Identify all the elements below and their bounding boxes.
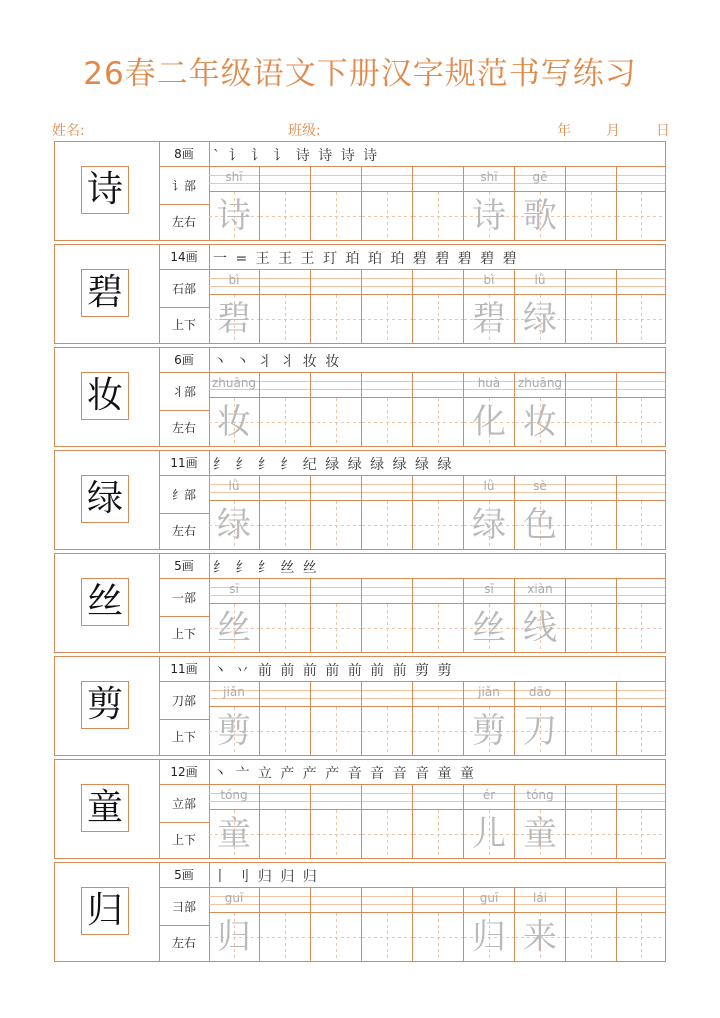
writing-cell[interactable] bbox=[515, 500, 566, 549]
pinyin-text: zhuāng bbox=[211, 376, 257, 390]
writing-cell[interactable] bbox=[260, 500, 311, 549]
stroke-count: 12画 bbox=[159, 760, 209, 785]
char-display-cell bbox=[55, 451, 160, 549]
pinyin-cell[interactable] bbox=[566, 579, 617, 603]
pinyin-cell[interactable] bbox=[413, 476, 464, 500]
writing-cell[interactable] bbox=[362, 191, 413, 240]
pinyin-cell[interactable] bbox=[260, 373, 311, 397]
pinyin-cell[interactable] bbox=[362, 476, 413, 500]
stroke-order: 丶 丶 丬 丬 妆 妆 bbox=[213, 354, 342, 370]
trace-character: 丝 bbox=[472, 608, 506, 648]
pinyin-cell[interactable] bbox=[311, 682, 362, 706]
writing-cell[interactable] bbox=[566, 603, 617, 652]
pinyin-cell[interactable] bbox=[209, 888, 260, 912]
writing-cell[interactable] bbox=[260, 912, 311, 961]
pinyin-cell[interactable] bbox=[311, 579, 362, 603]
writing-cell[interactable] bbox=[515, 809, 566, 858]
pinyin-cell[interactable] bbox=[413, 373, 464, 397]
trace-character: 线 bbox=[523, 608, 557, 648]
char-display-cell bbox=[55, 554, 160, 652]
char-block bbox=[54, 347, 666, 447]
char-info bbox=[159, 760, 210, 858]
pinyin-cell[interactable] bbox=[566, 476, 617, 500]
writing-cell[interactable] bbox=[413, 500, 464, 549]
trace-character: 归 bbox=[472, 917, 506, 957]
pinyin-cell[interactable] bbox=[311, 785, 362, 809]
trace-character: 童 bbox=[217, 814, 251, 854]
pinyin-cell[interactable] bbox=[464, 270, 515, 294]
pinyin-cell[interactable] bbox=[311, 476, 362, 500]
pinyin-cell[interactable] bbox=[413, 785, 464, 809]
char-info bbox=[159, 451, 210, 549]
writing-cell[interactable] bbox=[413, 809, 464, 858]
pinyin-text: jiǎn bbox=[478, 685, 500, 699]
writing-cell[interactable] bbox=[260, 397, 311, 446]
trace-character: 剪 bbox=[217, 711, 251, 751]
trace-character: 化 bbox=[472, 402, 506, 442]
writing-cell[interactable] bbox=[260, 294, 311, 343]
radical: 一部 bbox=[159, 579, 209, 617]
pinyin-cell[interactable] bbox=[566, 373, 617, 397]
pinyin-text: lái bbox=[532, 891, 548, 905]
pinyin-text: shī bbox=[225, 170, 243, 184]
page-title: 26春二年级语文下册汉字规范书写练习 bbox=[83, 56, 637, 92]
pinyin-cell[interactable] bbox=[260, 579, 311, 603]
structure: 上下 bbox=[171, 730, 196, 744]
writing-grid bbox=[209, 579, 665, 652]
radical: 彐部 bbox=[159, 888, 209, 926]
writing-grid bbox=[209, 167, 665, 240]
writing-cell[interactable] bbox=[515, 397, 566, 446]
writing-cell[interactable] bbox=[311, 294, 362, 343]
char-info bbox=[159, 142, 210, 240]
radical: 丬部 bbox=[159, 373, 209, 411]
pinyin-cell[interactable] bbox=[209, 373, 260, 397]
pinyin-cell[interactable] bbox=[464, 682, 515, 706]
char-display-cell bbox=[55, 657, 160, 755]
model-character: 归 bbox=[81, 887, 129, 935]
pinyin-cell[interactable] bbox=[617, 373, 665, 397]
year-label: 年 bbox=[557, 123, 571, 139]
pinyin-cell[interactable] bbox=[209, 270, 260, 294]
trace-character: 童 bbox=[523, 814, 557, 854]
pinyin-cell[interactable] bbox=[209, 579, 260, 603]
pinyin-cell[interactable] bbox=[362, 167, 413, 191]
structure: 左右 bbox=[171, 421, 196, 435]
char-display-cell bbox=[55, 348, 160, 446]
writing-cell[interactable] bbox=[209, 294, 260, 343]
char-display-cell bbox=[55, 760, 160, 858]
writing-cell[interactable] bbox=[311, 706, 362, 755]
char-display-cell bbox=[55, 863, 160, 961]
pinyin-cell[interactable] bbox=[617, 785, 665, 809]
trace-character: 歌 bbox=[523, 196, 557, 236]
writing-cell[interactable] bbox=[566, 912, 617, 961]
stroke-order: 丶 丷 前 前 前 前 前 前 前 剪 剪 bbox=[213, 663, 454, 679]
model-character: 妆 bbox=[81, 372, 129, 420]
char-info bbox=[159, 657, 210, 755]
trace-character: 妆 bbox=[217, 402, 251, 442]
writing-cell[interactable] bbox=[566, 809, 617, 858]
pinyin-cell[interactable] bbox=[209, 682, 260, 706]
writing-cell[interactable] bbox=[311, 603, 362, 652]
pinyin-cell[interactable] bbox=[209, 476, 260, 500]
stroke-count: 11画 bbox=[159, 451, 209, 476]
pinyin-text: bì bbox=[483, 273, 495, 287]
pinyin-text: xiàn bbox=[527, 582, 553, 596]
pinyin-text: sī bbox=[229, 582, 239, 596]
pinyin-cell[interactable] bbox=[464, 167, 515, 191]
pinyin-text: jiǎn bbox=[223, 685, 245, 699]
writing-cell[interactable] bbox=[209, 191, 260, 240]
pinyin-text: bì bbox=[228, 273, 240, 287]
writing-grid bbox=[209, 888, 665, 961]
stroke-order: ` 讠 讠 讠 诗 诗 诗 诗 bbox=[213, 148, 380, 164]
pinyin-text: dāo bbox=[528, 685, 552, 699]
stroke-count: 11画 bbox=[159, 657, 209, 682]
stroke-order-row bbox=[209, 657, 665, 682]
writing-cell[interactable] bbox=[617, 912, 665, 961]
pinyin-cell[interactable] bbox=[617, 167, 665, 191]
writing-cell[interactable] bbox=[362, 603, 413, 652]
radical: 刀部 bbox=[159, 682, 209, 720]
writing-cell[interactable] bbox=[617, 706, 665, 755]
writing-cell[interactable] bbox=[413, 191, 464, 240]
trace-character: 色 bbox=[523, 505, 557, 545]
writing-cell[interactable] bbox=[566, 706, 617, 755]
structure: 左右 bbox=[171, 215, 196, 229]
writing-cell[interactable] bbox=[515, 191, 566, 240]
char-block bbox=[54, 759, 666, 859]
writing-cell[interactable] bbox=[566, 191, 617, 240]
pinyin-cell[interactable] bbox=[464, 785, 515, 809]
pinyin-text: zhuāng bbox=[517, 376, 563, 390]
writing-cell[interactable] bbox=[515, 294, 566, 343]
structure: 左右 bbox=[171, 936, 196, 950]
pinyin-cell[interactable] bbox=[515, 270, 566, 294]
trace-character: 剪 bbox=[472, 711, 506, 751]
model-character: 绿 bbox=[81, 475, 129, 523]
writing-cell[interactable] bbox=[617, 294, 665, 343]
writing-cell[interactable] bbox=[311, 809, 362, 858]
writing-cell[interactable] bbox=[464, 397, 515, 446]
day-label: 日 bbox=[656, 123, 670, 139]
pinyin-cell[interactable] bbox=[566, 270, 617, 294]
writing-grid bbox=[209, 373, 665, 446]
writing-cell[interactable] bbox=[566, 500, 617, 549]
pinyin-cell[interactable] bbox=[413, 579, 464, 603]
stroke-order-row bbox=[209, 554, 665, 579]
writing-cell[interactable] bbox=[362, 809, 413, 858]
writing-cell[interactable] bbox=[260, 706, 311, 755]
stroke-order: 一 = 王 王 王 玎 珀 珀 珀 碧 碧 碧 碧 碧 bbox=[213, 251, 519, 267]
char-info bbox=[159, 348, 210, 446]
pinyin-text: guī bbox=[479, 891, 499, 905]
writing-cell[interactable] bbox=[311, 397, 362, 446]
stroke-count: 6画 bbox=[159, 348, 209, 373]
writing-cell[interactable] bbox=[515, 603, 566, 652]
pinyin-text: lǜ bbox=[534, 273, 546, 287]
writing-cell[interactable] bbox=[413, 294, 464, 343]
trace-character: 儿 bbox=[472, 814, 506, 854]
pinyin-cell[interactable] bbox=[566, 785, 617, 809]
pinyin-text: sè bbox=[533, 479, 547, 493]
writing-cell[interactable] bbox=[311, 191, 362, 240]
writing-cell[interactable] bbox=[515, 912, 566, 961]
pinyin-cell[interactable] bbox=[311, 373, 362, 397]
trace-character: 妆 bbox=[523, 402, 557, 442]
writing-cell[interactable] bbox=[617, 500, 665, 549]
writing-cell[interactable] bbox=[362, 294, 413, 343]
pinyin-text: tóng bbox=[220, 788, 248, 802]
stroke-order-row bbox=[209, 760, 665, 785]
char-block bbox=[54, 244, 666, 344]
structure: 左右 bbox=[171, 524, 196, 538]
pinyin-cell[interactable] bbox=[617, 579, 665, 603]
class-label: 班级: bbox=[288, 123, 321, 139]
pinyin-text: ér bbox=[482, 788, 496, 802]
char-block bbox=[54, 656, 666, 756]
pinyin-cell[interactable] bbox=[260, 167, 311, 191]
writing-cell[interactable] bbox=[209, 603, 260, 652]
pinyin-cell[interactable] bbox=[515, 579, 566, 603]
writing-cell[interactable] bbox=[209, 500, 260, 549]
writing-cell[interactable] bbox=[566, 294, 617, 343]
pinyin-cell[interactable] bbox=[566, 888, 617, 912]
stroke-order: 丶 亠 立 产 产 产 音 音 音 音 童 童 bbox=[213, 766, 476, 782]
writing-cell[interactable] bbox=[617, 397, 665, 446]
pinyin-cell[interactable] bbox=[362, 270, 413, 294]
trace-character: 碧 bbox=[472, 299, 506, 339]
pinyin-cell[interactable] bbox=[260, 888, 311, 912]
writing-cell[interactable] bbox=[464, 912, 515, 961]
pinyin-cell[interactable] bbox=[362, 888, 413, 912]
stroke-count: 8画 bbox=[159, 142, 209, 167]
char-info bbox=[159, 554, 210, 652]
writing-cell[interactable] bbox=[209, 912, 260, 961]
pinyin-cell[interactable] bbox=[413, 888, 464, 912]
trace-character: 刀 bbox=[523, 711, 557, 751]
writing-cell[interactable] bbox=[566, 397, 617, 446]
trace-character: 丝 bbox=[217, 608, 251, 648]
stroke-order-row bbox=[209, 142, 665, 167]
writing-cell[interactable] bbox=[362, 912, 413, 961]
radical: 立部 bbox=[159, 785, 209, 823]
writing-cell[interactable] bbox=[464, 809, 515, 858]
pinyin-text: guī bbox=[224, 891, 244, 905]
month-label: 月 bbox=[606, 123, 620, 139]
stroke-count: 14画 bbox=[159, 245, 209, 270]
trace-character: 归 bbox=[217, 917, 251, 957]
name-label: 姓名: bbox=[52, 123, 85, 139]
writing-cell[interactable] bbox=[413, 603, 464, 652]
pinyin-cell[interactable] bbox=[515, 888, 566, 912]
model-character: 丝 bbox=[81, 578, 129, 626]
char-block bbox=[54, 553, 666, 653]
writing-cell[interactable] bbox=[617, 603, 665, 652]
char-info bbox=[159, 245, 210, 343]
writing-cell[interactable] bbox=[260, 191, 311, 240]
char-block bbox=[54, 450, 666, 550]
writing-cell[interactable] bbox=[617, 809, 665, 858]
writing-cell[interactable] bbox=[362, 397, 413, 446]
model-character: 剪 bbox=[81, 681, 129, 729]
pinyin-text: lǜ bbox=[228, 479, 240, 493]
model-character: 童 bbox=[81, 784, 129, 832]
pinyin-cell[interactable] bbox=[515, 476, 566, 500]
char-display-cell bbox=[55, 245, 160, 343]
stroke-count: 5画 bbox=[159, 863, 209, 888]
writing-cell[interactable] bbox=[362, 500, 413, 549]
writing-cell[interactable] bbox=[260, 809, 311, 858]
pinyin-cell[interactable] bbox=[617, 682, 665, 706]
pinyin-cell[interactable] bbox=[209, 167, 260, 191]
writing-cell[interactable] bbox=[209, 397, 260, 446]
writing-cell[interactable] bbox=[209, 809, 260, 858]
stroke-count: 5画 bbox=[159, 554, 209, 579]
pinyin-cell[interactable] bbox=[617, 888, 665, 912]
pinyin-text: shī bbox=[480, 170, 498, 184]
writing-cell[interactable] bbox=[464, 294, 515, 343]
pinyin-cell[interactable] bbox=[260, 476, 311, 500]
pinyin-text: lǜ bbox=[483, 479, 495, 493]
trace-character: 来 bbox=[523, 917, 557, 957]
writing-cell[interactable] bbox=[617, 191, 665, 240]
pinyin-cell[interactable] bbox=[311, 270, 362, 294]
stroke-order: 纟 纟 纟 纟 纪 绿 绿 绿 绿 绿 绿 bbox=[213, 457, 454, 473]
pinyin-cell[interactable] bbox=[464, 476, 515, 500]
writing-cell[interactable] bbox=[413, 706, 464, 755]
pinyin-cell[interactable] bbox=[617, 270, 665, 294]
pinyin-cell[interactable] bbox=[617, 476, 665, 500]
pinyin-cell[interactable] bbox=[362, 682, 413, 706]
pinyin-cell[interactable] bbox=[311, 167, 362, 191]
pinyin-cell[interactable] bbox=[362, 579, 413, 603]
pinyin-cell[interactable] bbox=[260, 785, 311, 809]
writing-cell[interactable] bbox=[413, 912, 464, 961]
stroke-order: 纟 纟 纟 丝 丝 bbox=[213, 560, 319, 576]
trace-character: 碧 bbox=[217, 299, 251, 339]
pinyin-cell[interactable] bbox=[515, 785, 566, 809]
writing-grid bbox=[209, 785, 665, 858]
trace-character: 诗 bbox=[472, 196, 506, 236]
pinyin-cell[interactable] bbox=[515, 167, 566, 191]
writing-cell[interactable] bbox=[515, 706, 566, 755]
pinyin-cell[interactable] bbox=[260, 682, 311, 706]
trace-character: 绿 bbox=[472, 505, 506, 545]
writing-cell[interactable] bbox=[413, 397, 464, 446]
writing-cell[interactable] bbox=[311, 500, 362, 549]
pinyin-cell[interactable] bbox=[464, 579, 515, 603]
pinyin-cell[interactable] bbox=[362, 785, 413, 809]
stroke-order: 丨 刂 归 归 归 bbox=[213, 869, 319, 885]
writing-cell[interactable] bbox=[464, 706, 515, 755]
pinyin-cell[interactable] bbox=[566, 167, 617, 191]
pinyin-text: sī bbox=[484, 582, 494, 596]
pinyin-cell[interactable] bbox=[515, 373, 566, 397]
writing-cell[interactable] bbox=[464, 191, 515, 240]
pinyin-cell[interactable] bbox=[566, 682, 617, 706]
structure: 上下 bbox=[171, 833, 196, 847]
model-character: 诗 bbox=[81, 166, 129, 214]
trace-character: 绿 bbox=[217, 505, 251, 545]
pinyin-text: tóng bbox=[526, 788, 554, 802]
structure: 上下 bbox=[171, 318, 196, 332]
pinyin-cell[interactable] bbox=[413, 682, 464, 706]
radical: 讠部 bbox=[159, 167, 209, 205]
char-info bbox=[159, 863, 210, 961]
pinyin-text: gē bbox=[532, 170, 548, 184]
stroke-order-row bbox=[209, 348, 665, 373]
pinyin-cell[interactable] bbox=[260, 270, 311, 294]
stroke-order-row bbox=[209, 451, 665, 476]
pinyin-cell[interactable] bbox=[413, 167, 464, 191]
writing-cell[interactable] bbox=[464, 603, 515, 652]
writing-cell[interactable] bbox=[209, 706, 260, 755]
trace-character: 绿 bbox=[523, 299, 557, 339]
pinyin-cell[interactable] bbox=[464, 373, 515, 397]
stroke-order-row bbox=[209, 245, 665, 270]
writing-cell[interactable] bbox=[362, 706, 413, 755]
writing-cell[interactable] bbox=[464, 500, 515, 549]
char-block bbox=[54, 141, 666, 241]
trace-character: 诗 bbox=[217, 196, 251, 236]
pinyin-cell[interactable] bbox=[413, 270, 464, 294]
radical: 纟部 bbox=[159, 476, 209, 514]
pinyin-cell[interactable] bbox=[362, 373, 413, 397]
structure: 上下 bbox=[171, 627, 196, 641]
char-display-cell bbox=[55, 142, 160, 240]
pinyin-text: huà bbox=[477, 376, 501, 390]
writing-cell[interactable] bbox=[311, 912, 362, 961]
pinyin-cell[interactable] bbox=[209, 785, 260, 809]
pinyin-cell[interactable] bbox=[311, 888, 362, 912]
pinyin-cell[interactable] bbox=[464, 888, 515, 912]
pinyin-cell[interactable] bbox=[515, 682, 566, 706]
writing-cell[interactable] bbox=[260, 603, 311, 652]
writing-grid bbox=[209, 270, 665, 343]
stroke-order-row bbox=[209, 863, 665, 888]
radical: 石部 bbox=[159, 270, 209, 308]
writing-grid bbox=[209, 476, 665, 549]
writing-grid bbox=[209, 682, 665, 755]
model-character: 碧 bbox=[81, 269, 129, 317]
char-block bbox=[54, 862, 666, 962]
